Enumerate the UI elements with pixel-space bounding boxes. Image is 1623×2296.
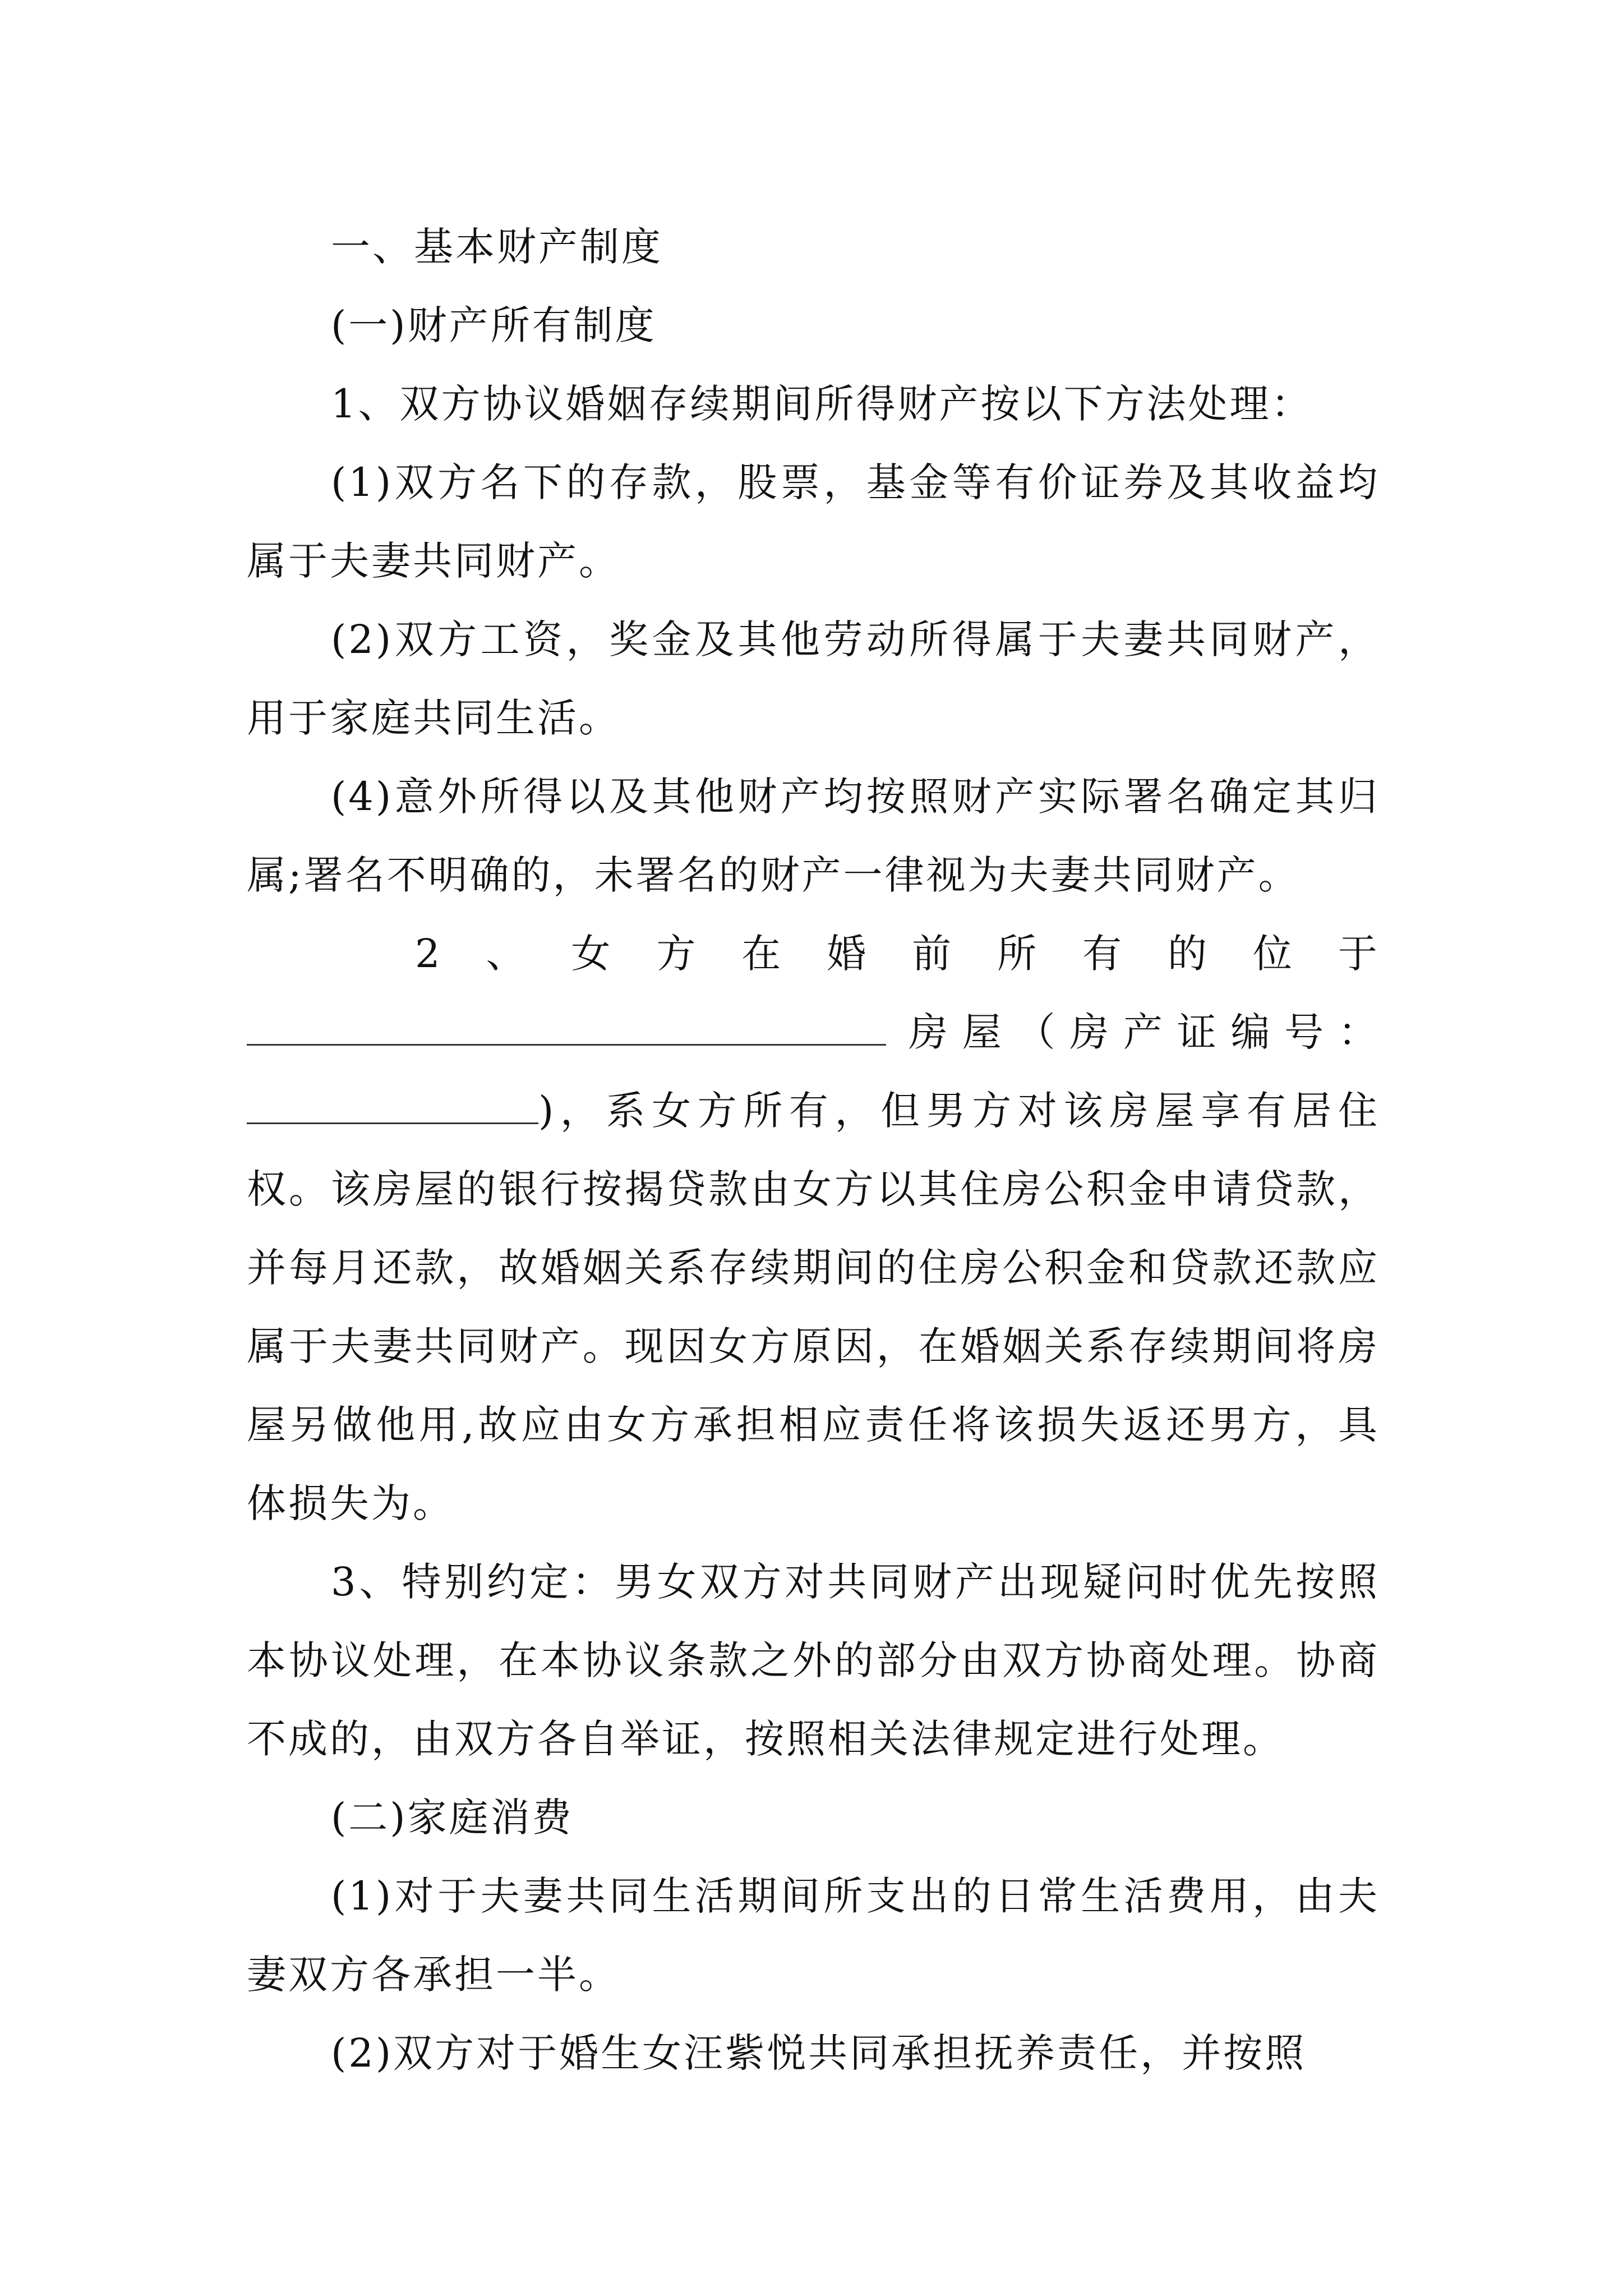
clause-1-1: (1)双方名下的存款，股票，基金等有价证券及其收益均属于夫妻共同财产。 — [247, 459, 1380, 584]
clause-2-line-2 — [247, 993, 1380, 1071]
spread-char: 2 — [415, 931, 442, 977]
clause-2-rest-text: )，系女方所有，但男方对该房屋享有居住权。该房屋的银行按揭贷款由女方以其住房公积金申请贷款，并每月还款，故婚姻关系存续期间的住房公积金和贷款还款应属于夫妻共同财产。现因女方原因，在婚姻关系存续期间将房屋另做他用,故应由女方承担相应责任将该损失返还男方，具体损失为。 — [247, 1088, 1380, 1526]
spread-char: 房 — [909, 1009, 950, 1055]
clause-1: 1、双方协议婚姻存续期间所得财产按以下方法处理： — [331, 381, 1313, 427]
clause-2 — [247, 914, 1380, 1543]
subsection-heading-household: (二)家庭消费 — [331, 1795, 574, 1841]
spread-char: 的 — [1167, 931, 1209, 977]
spread-char: 位 — [1252, 931, 1294, 977]
spread-char: 方 — [656, 931, 698, 977]
spread-char: 在 — [741, 931, 783, 977]
document-body — [247, 208, 1380, 2092]
spread-char: 证 — [1177, 1009, 1219, 1055]
spread-char: 编 — [1230, 1009, 1272, 1055]
spread-char: 有 — [1082, 931, 1124, 977]
clause-1-2: (2)双方工资，奖金及其他劳动所得属于夫妻共同财产，用于家庭共同生活。 — [247, 616, 1380, 741]
spread-char: 所 — [997, 931, 1039, 977]
clause-1-4: (4)意外所得以及其他财产均按照财产实际署名确定其归属;署名不明确的，未署名的财产一律视为夫妻共同财产。 — [247, 774, 1380, 898]
spread-char: 屋 — [962, 1009, 1004, 1055]
clause-b2: (2)双方对于婚生女汪紫悦共同承担抚养责任，并按照 — [331, 2030, 1307, 2076]
spread-char: 婚 — [827, 931, 869, 977]
spread-char: 前 — [912, 931, 954, 977]
spread-char: 女 — [571, 931, 613, 977]
clause-2-rest — [247, 1071, 1380, 1543]
clause-2-line-1 — [247, 914, 1380, 993]
subsection-heading-ownership: (一)财产所有制度 — [331, 302, 657, 348]
spread-char: ： — [1338, 1009, 1380, 1055]
clause-3: 3、特别约定：男女双方对共同财产出现疑问时优先按照本协议处理，在本协议条款之外的部分由双方协商处理。协商不成的，由双方各自举证，按照相关法律规定进行处理。 — [247, 1559, 1380, 1762]
spread-char: 号 — [1284, 1009, 1326, 1055]
spread-char: 、 — [486, 931, 528, 977]
clause-b1: (1)对于夫妻共同生活期间所支出的日常生活费用，由夫妻双方各承担一半。 — [247, 1873, 1380, 1998]
spread-char: 产 — [1123, 1009, 1165, 1055]
spread-char: （ — [1016, 1009, 1058, 1055]
spread-char: 房 — [1069, 1009, 1112, 1055]
certificate-number-blank[interactable] — [247, 1072, 538, 1124]
clause-2-line-2-text — [886, 993, 1380, 1071]
address-blank[interactable] — [247, 993, 886, 1046]
spread-char: 于 — [1338, 931, 1380, 977]
section-heading-basic-property: 一、基本财产制度 — [331, 224, 663, 270]
